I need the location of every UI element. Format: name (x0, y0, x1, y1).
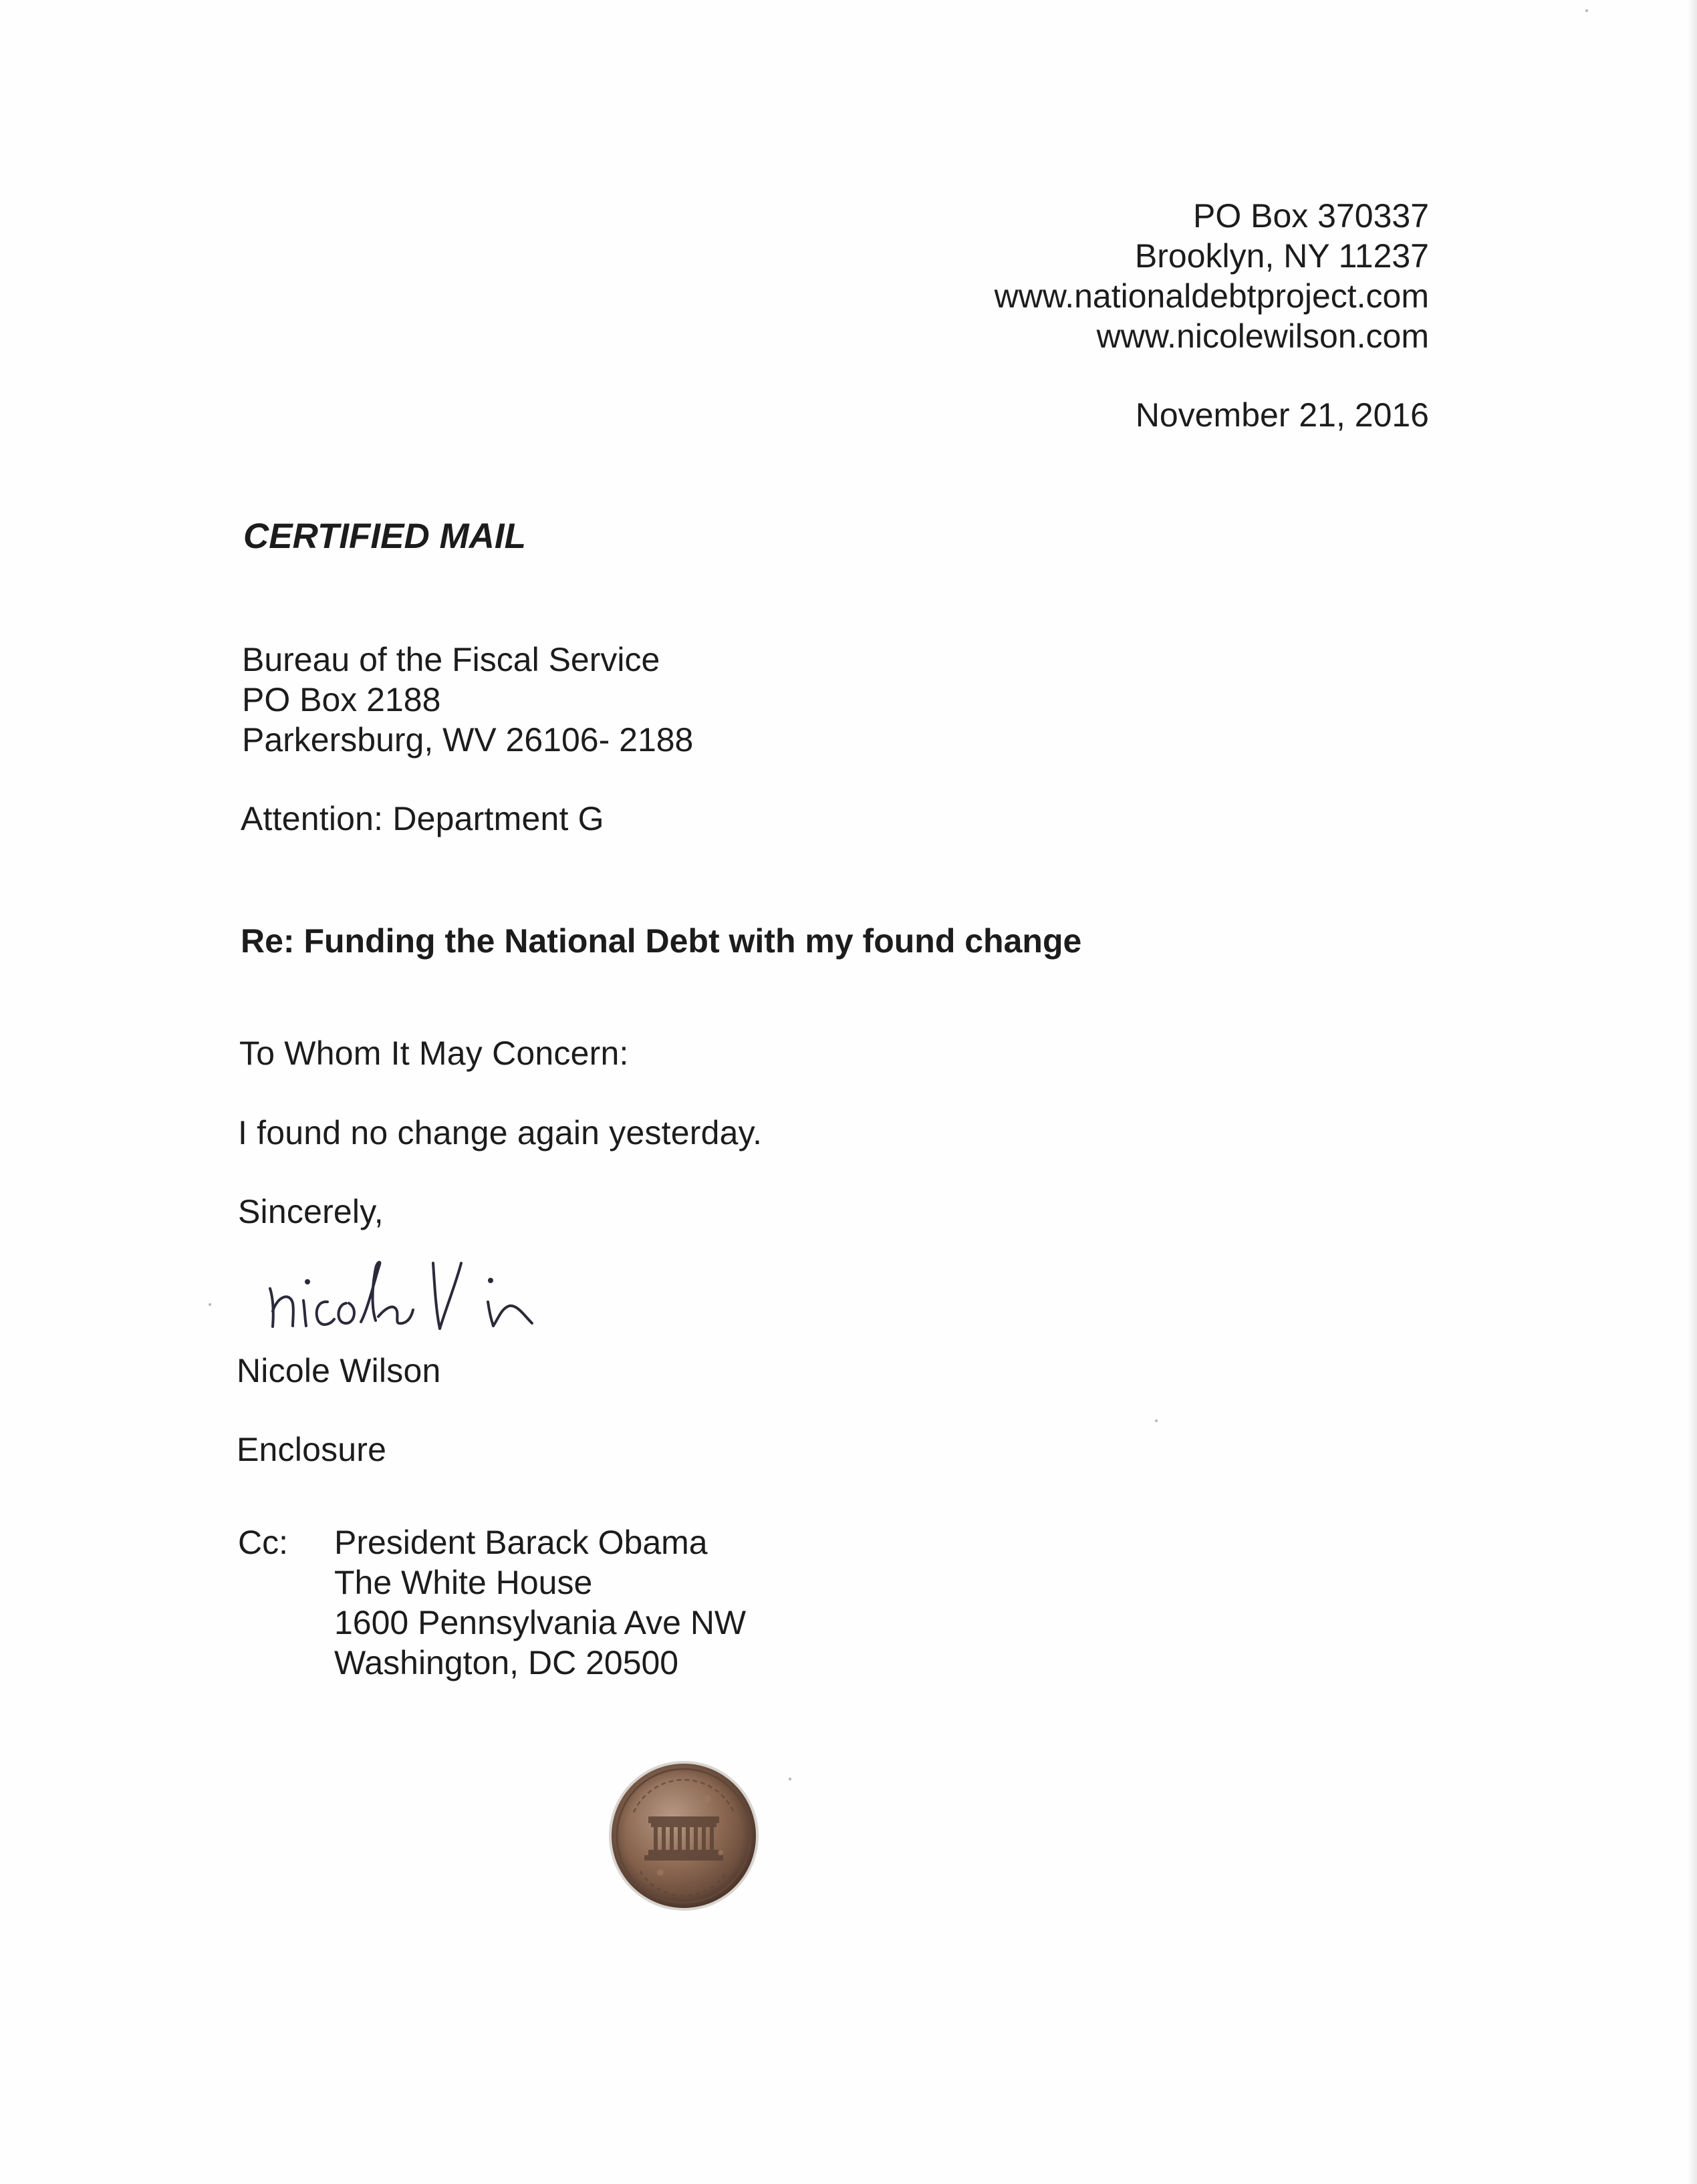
recipient-line: Parkersburg, WV 26106- 2188 (242, 721, 694, 759)
handwritten-signature (261, 1236, 595, 1343)
mail-type-heading: CERTIFIED MAIL (243, 517, 527, 556)
recipient-address (242, 640, 693, 760)
scan-speck (789, 1778, 791, 1780)
sender-website-link[interactable]: www.nicolewilson.com (1096, 317, 1429, 355)
scan-speck (209, 1303, 211, 1306)
cc-recipient-address (334, 1522, 746, 1683)
closing: Sincerely, (238, 1193, 384, 1230)
scan-speck (1155, 1419, 1158, 1422)
sender-address-line: PO Box 370337 (1192, 197, 1429, 235)
cc-line: Washington, DC 20500 (334, 1644, 679, 1681)
enclosure-notation: Enclosure (237, 1431, 387, 1468)
sender-website-link[interactable]: www.nationaldebtproject.com (994, 277, 1429, 315)
cc-line: 1600 Pennsylvania Ave NW (334, 1604, 747, 1641)
cc-line: The White House (334, 1564, 593, 1601)
letter-date: November 21, 2016 (1135, 396, 1429, 434)
signer-name: Nicole Wilson (237, 1352, 441, 1389)
sender-address (995, 196, 1429, 356)
salutation: To Whom It May Concern: (239, 1035, 629, 1072)
sender-address-line: Brooklyn, NY 11237 (1134, 237, 1429, 275)
subject-line: Re: Funding the National Debt with my found change (241, 922, 1082, 960)
scan-speck (1585, 9, 1588, 12)
attention-line: Attention: Department G (241, 800, 604, 837)
recipient-line: PO Box 2188 (242, 681, 441, 718)
cc-line: President Barack Obama (334, 1524, 708, 1561)
cc-label: Cc: (238, 1524, 288, 1561)
page-edge-shadow (1688, 0, 1697, 2184)
body-message: I found no change again yesterday. (238, 1114, 763, 1151)
recipient-line: Bureau of the Fiscal Service (242, 641, 660, 678)
penny-coin-image (607, 1759, 761, 1913)
